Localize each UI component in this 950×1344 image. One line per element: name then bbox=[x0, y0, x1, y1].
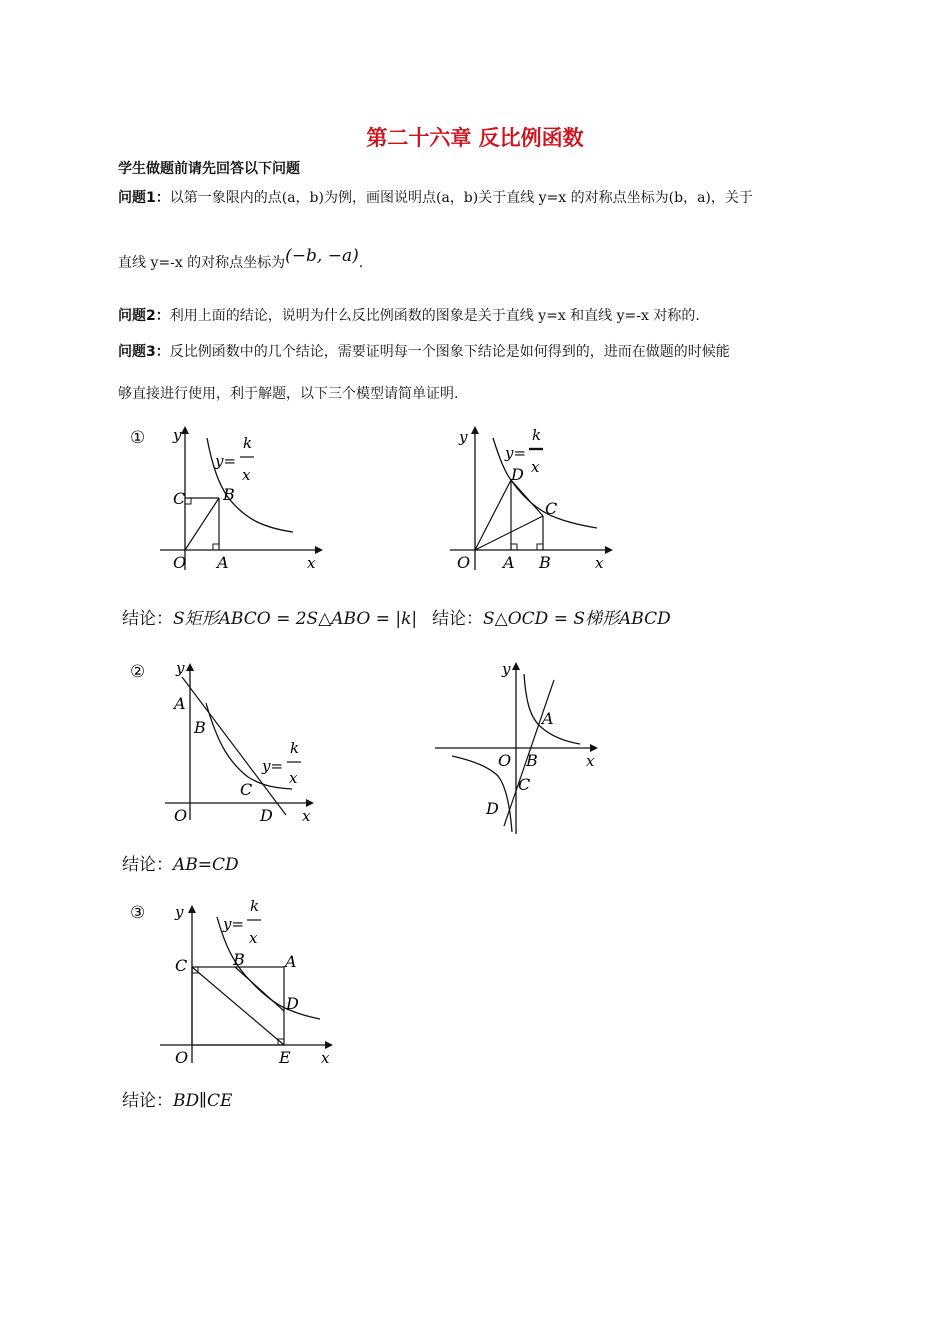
figure-1-left bbox=[155, 420, 325, 580]
label-y: y bbox=[502, 660, 511, 678]
x-axis-arrow bbox=[590, 744, 598, 752]
question-1-line-2 bbox=[118, 246, 364, 273]
y-axis-arrow bbox=[181, 426, 189, 434]
question-3-label: 问题3： bbox=[118, 344, 170, 360]
label-D: D bbox=[511, 465, 524, 484]
model-3-marker: ③ bbox=[130, 903, 146, 923]
segment-OB bbox=[185, 498, 219, 550]
label-B: B bbox=[233, 950, 245, 969]
label-D: D bbox=[486, 799, 499, 818]
question-1-answer: (−b, −a) bbox=[285, 246, 359, 266]
eq-x: x bbox=[289, 769, 298, 787]
label-E: E bbox=[279, 1048, 291, 1067]
label-C: C bbox=[173, 489, 186, 508]
hyperbola-curve bbox=[206, 703, 292, 789]
label-y: y bbox=[459, 428, 468, 446]
label-y: y bbox=[175, 903, 184, 921]
label-A: A bbox=[285, 952, 297, 971]
label-C: C bbox=[545, 499, 558, 518]
eq-y: y= bbox=[505, 444, 527, 462]
segment-BD bbox=[235, 967, 284, 1011]
label-O: O bbox=[174, 806, 188, 825]
conclusion-2 bbox=[122, 850, 239, 875]
eq-k: k bbox=[532, 426, 542, 444]
question-3-text: 反比例函数中的几个结论，需要证明每一个图象下结论是如何得到的，进而在做题的时候能 bbox=[169, 344, 730, 360]
conclusion-1-right bbox=[432, 604, 671, 629]
conclusion-3-formula: BD∥CE bbox=[173, 1091, 233, 1111]
conclusion-1-left bbox=[122, 604, 417, 629]
eq-y: y= bbox=[262, 757, 284, 775]
label-A: A bbox=[542, 709, 554, 728]
x-axis-arrow bbox=[605, 546, 613, 554]
question-2-label: 问题2： bbox=[118, 308, 170, 324]
label-O: O bbox=[457, 553, 471, 572]
label-x: x bbox=[595, 554, 604, 572]
label-B: B bbox=[223, 485, 235, 504]
label-A: A bbox=[217, 553, 229, 572]
segment-CE bbox=[192, 967, 284, 1045]
label-B: B bbox=[539, 553, 551, 572]
eq-x: x bbox=[242, 466, 251, 484]
eq-y: y= bbox=[215, 452, 237, 470]
question-3-line-1 bbox=[118, 342, 730, 362]
label-C: C bbox=[240, 780, 253, 799]
label-O: O bbox=[498, 751, 512, 770]
label-x: x bbox=[302, 807, 311, 825]
eq-x: x bbox=[249, 929, 258, 947]
y-axis-arrow bbox=[512, 662, 520, 670]
conclusion-label: 结论： bbox=[122, 855, 173, 875]
question-2 bbox=[118, 306, 700, 326]
right-angle-A bbox=[511, 544, 517, 550]
page-subtitle: 学生做题前请先回答以下问题 bbox=[118, 161, 300, 177]
conclusion-1-right-formula: S△OCD = S梯形ABCD bbox=[483, 609, 671, 629]
figure-2-left bbox=[160, 655, 320, 830]
label-x: x bbox=[586, 752, 595, 770]
question-1-period: . bbox=[358, 255, 364, 271]
conclusion-3 bbox=[122, 1086, 232, 1111]
label-D: D bbox=[286, 994, 299, 1013]
label-C: C bbox=[518, 775, 531, 794]
question-1-line-1 bbox=[118, 188, 753, 208]
conclusion-label: 结论： bbox=[122, 609, 173, 629]
label-C: C bbox=[175, 956, 188, 975]
segment-OD bbox=[475, 480, 511, 550]
eq-y: y= bbox=[223, 915, 245, 933]
label-y: y bbox=[176, 659, 185, 677]
question-1-text-2: 直线 y=-x 的对称点坐标为 bbox=[118, 255, 286, 271]
figure-2-right bbox=[430, 652, 610, 837]
model-1-marker: ① bbox=[130, 428, 146, 448]
eq-k: k bbox=[243, 434, 253, 452]
question-1-text: 以第一象限内的点(a，b)为例，画图说明点(a，b)关于直线 y=x 的对称点坐标为(b，a)，关于 bbox=[169, 190, 753, 206]
label-y: y bbox=[173, 426, 182, 444]
label-B: B bbox=[194, 718, 206, 737]
label-x: x bbox=[307, 554, 316, 572]
right-angle-C bbox=[185, 498, 191, 504]
x-axis-arrow bbox=[325, 1041, 333, 1049]
label-B: B bbox=[526, 751, 538, 770]
label-D: D bbox=[260, 806, 273, 825]
label-O: O bbox=[175, 1048, 189, 1067]
y-axis-arrow bbox=[188, 905, 196, 913]
eq-x: x bbox=[531, 458, 540, 476]
label-x: x bbox=[321, 1049, 330, 1067]
question-1-label: 问题1： bbox=[118, 190, 170, 206]
y-axis-arrow bbox=[471, 426, 479, 434]
label-O: O bbox=[173, 553, 187, 572]
conclusion-1-left-formula: S矩形ABCO = 2S△ABO = |k| bbox=[173, 609, 418, 629]
label-A: A bbox=[174, 694, 186, 713]
figure-1-right bbox=[445, 420, 620, 580]
figure-3 bbox=[155, 895, 340, 1070]
question-3-line-2: 够直接进行使用，利于解题，以下三个模型请简单证明. bbox=[118, 386, 459, 402]
conclusion-label: 结论： bbox=[432, 609, 483, 629]
conclusion-2-formula: AB=CD bbox=[173, 855, 239, 875]
y-axis-arrow bbox=[186, 663, 194, 671]
question-2-text: 利用上面的结论，说明为什么反比例函数的图象是关于直线 y=x 和直线 y=-x 对称的. bbox=[169, 308, 700, 324]
segment-DC bbox=[511, 480, 543, 516]
right-angle-A bbox=[213, 544, 219, 550]
eq-k: k bbox=[250, 897, 260, 915]
right-angle-B bbox=[537, 544, 543, 550]
segment-OC bbox=[475, 516, 543, 550]
x-axis-arrow bbox=[306, 799, 314, 807]
line-AD bbox=[182, 677, 286, 815]
page-title: 第二十六章 反比例函数 bbox=[366, 126, 584, 150]
conclusion-label: 结论： bbox=[122, 1091, 173, 1111]
eq-k: k bbox=[290, 739, 300, 757]
x-axis-arrow bbox=[315, 546, 323, 554]
model-2-marker: ② bbox=[130, 662, 146, 682]
label-A: A bbox=[503, 553, 515, 572]
